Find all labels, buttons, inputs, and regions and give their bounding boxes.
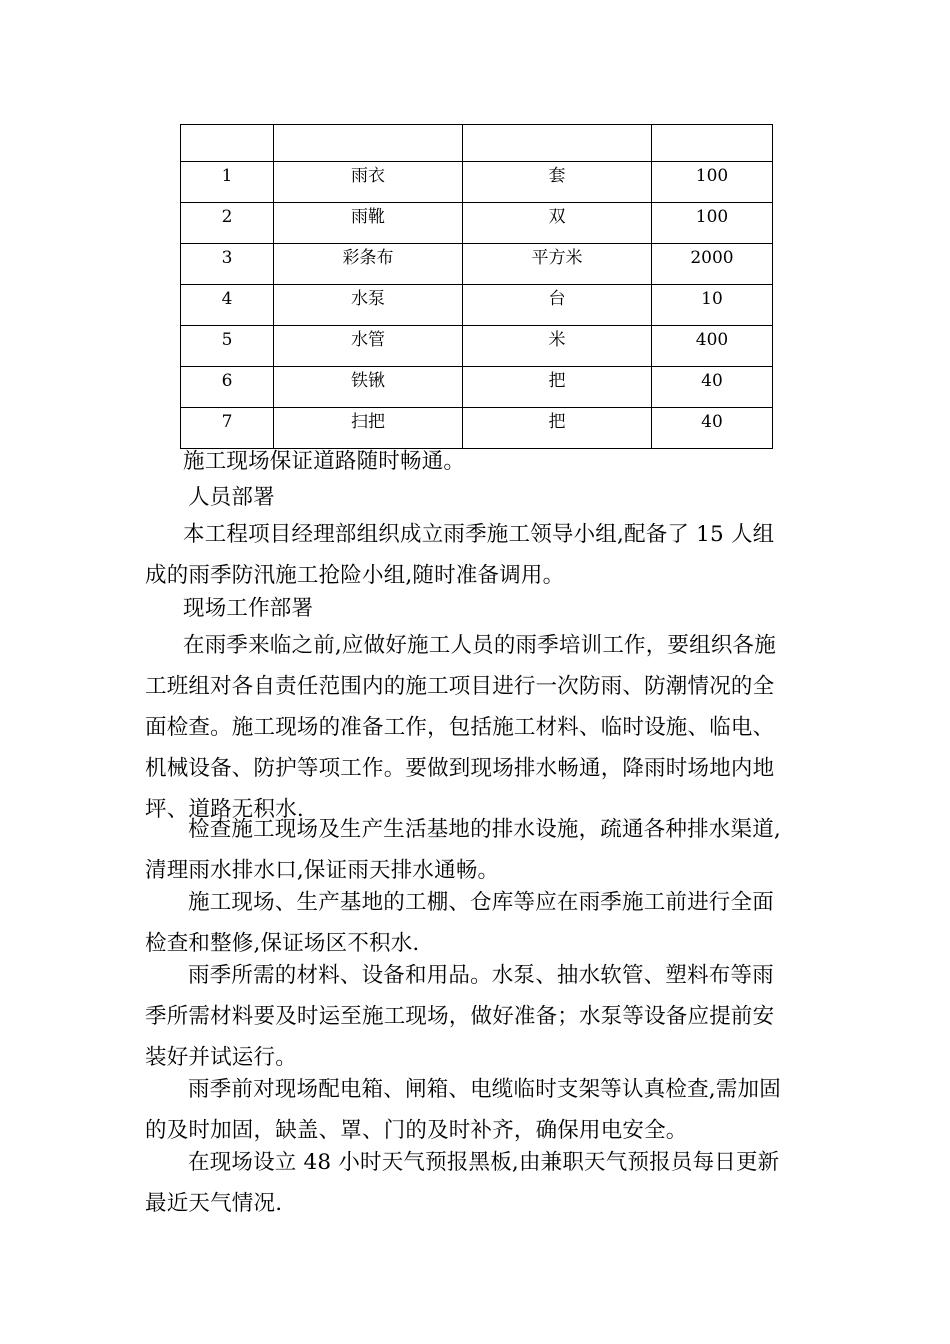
paragraph-sheds (145, 882, 810, 964)
paragraph-weather (145, 1142, 810, 1224)
heading-personnel: 人员部署 (188, 485, 275, 510)
item-quantity: 400 (695, 330, 729, 350)
item-unit: 双 (548, 207, 566, 227)
item-name: 雨衣 (351, 166, 385, 186)
row-number: 5 (221, 330, 233, 350)
item-unit: 把 (548, 412, 566, 432)
row-number: 1 (221, 166, 233, 186)
paragraph-materials (145, 955, 810, 1078)
row-number: 3 (221, 248, 233, 268)
header-cell (463, 125, 652, 162)
paragraph-drainage (145, 809, 810, 891)
paragraph-line: 在现场设立 48 小时天气预报黑板,由兼职天气预报员每日更新 (188, 1150, 780, 1175)
paragraph-site (145, 625, 810, 830)
item-quantity: 10 (701, 289, 723, 309)
item-name: 彩条布 (342, 248, 394, 268)
item-quantity: 40 (701, 371, 723, 391)
paragraph-line: 本工程项目经理部组织成立雨季施工领导小组,配备了 15 人组 (183, 522, 775, 547)
item-unit: 平方米 (531, 248, 583, 268)
header-cell (181, 125, 274, 162)
item-unit: 把 (548, 371, 566, 391)
row-number: 4 (221, 289, 233, 309)
table-header-row (181, 125, 773, 162)
paragraph-electric (145, 1069, 810, 1151)
item-quantity: 100 (695, 207, 729, 227)
paragraph-line: 装好并试运行。 (145, 1045, 297, 1070)
heading-site: 现场工作部署 (183, 596, 314, 621)
item-quantity: 40 (701, 412, 723, 432)
item-unit: 米 (548, 330, 566, 350)
table-row (181, 244, 773, 285)
paragraph-line: 施工现场、生产基地的工棚、仓库等应在雨季施工前进行全面 (188, 890, 774, 915)
paragraph-line: 面检查。施工现场的准备工作，包括施工材料、临时设施、临电、 (145, 715, 775, 740)
row-number: 7 (221, 412, 233, 432)
table-row (181, 162, 773, 203)
table-row (181, 367, 773, 408)
paragraph-line: 机械设备、防护等项工作。要做到现场排水畅通，降雨时场地内地 (145, 756, 775, 781)
item-quantity: 2000 (690, 248, 734, 268)
paragraph-line: 雨季所需的材料、设备和用品。水泵、抽水软管、塑料布等雨 (188, 963, 774, 988)
materials-table (180, 124, 773, 449)
paragraph-line: 雨季前对现场配电箱、闸箱、电缆临时支架等认真检查,需加固 (188, 1077, 781, 1102)
paragraph-line: 成的雨季防汛施工抢险小组,随时准备调用。 (145, 563, 565, 588)
item-name: 雨靴 (351, 207, 385, 227)
header-cell (274, 125, 463, 162)
paragraph-line: 清理雨水排水口,保证雨天排水通畅。 (145, 858, 500, 883)
paragraph-line: 的及时加固，缺盖、罩、门的及时补齐，确保用电安全。 (145, 1118, 688, 1143)
paragraph-personnel (145, 514, 810, 596)
paragraph-line: 在雨季来临之前,应做好施工人员的雨季培训工作，要组织各施 (183, 633, 776, 658)
item-name: 水泵 (351, 289, 385, 309)
paragraph-line: 工班组对各自责任范围内的施工项目进行一次防雨、防潮情况的全 (145, 674, 775, 699)
table-row (181, 326, 773, 367)
row-number: 6 (221, 371, 233, 391)
table-row (181, 285, 773, 326)
item-unit: 台 (548, 289, 566, 309)
paragraph-line: 坪、道路无积水. (145, 797, 304, 822)
item-unit: 套 (548, 166, 566, 186)
road-note: 施工现场保证道路随时畅通。 (183, 449, 466, 474)
table-row (181, 203, 773, 244)
item-name: 扫把 (351, 412, 385, 432)
item-name: 水管 (351, 330, 385, 350)
paragraph-line: 季所需材料要及时运至施工现场，做好准备；水泵等设备应提前安 (145, 1004, 775, 1029)
row-number: 2 (221, 207, 233, 227)
paragraph-line: 检查和整修,保证场区不积水. (145, 931, 420, 956)
item-name: 铁锹 (351, 371, 385, 391)
header-cell (652, 125, 773, 162)
paragraph-line: 检查施工现场及生产生活基地的排水设施，疏通各种排水渠道, (188, 817, 781, 842)
item-quantity: 100 (695, 166, 729, 186)
paragraph-line: 最近天气情况. (145, 1191, 283, 1216)
